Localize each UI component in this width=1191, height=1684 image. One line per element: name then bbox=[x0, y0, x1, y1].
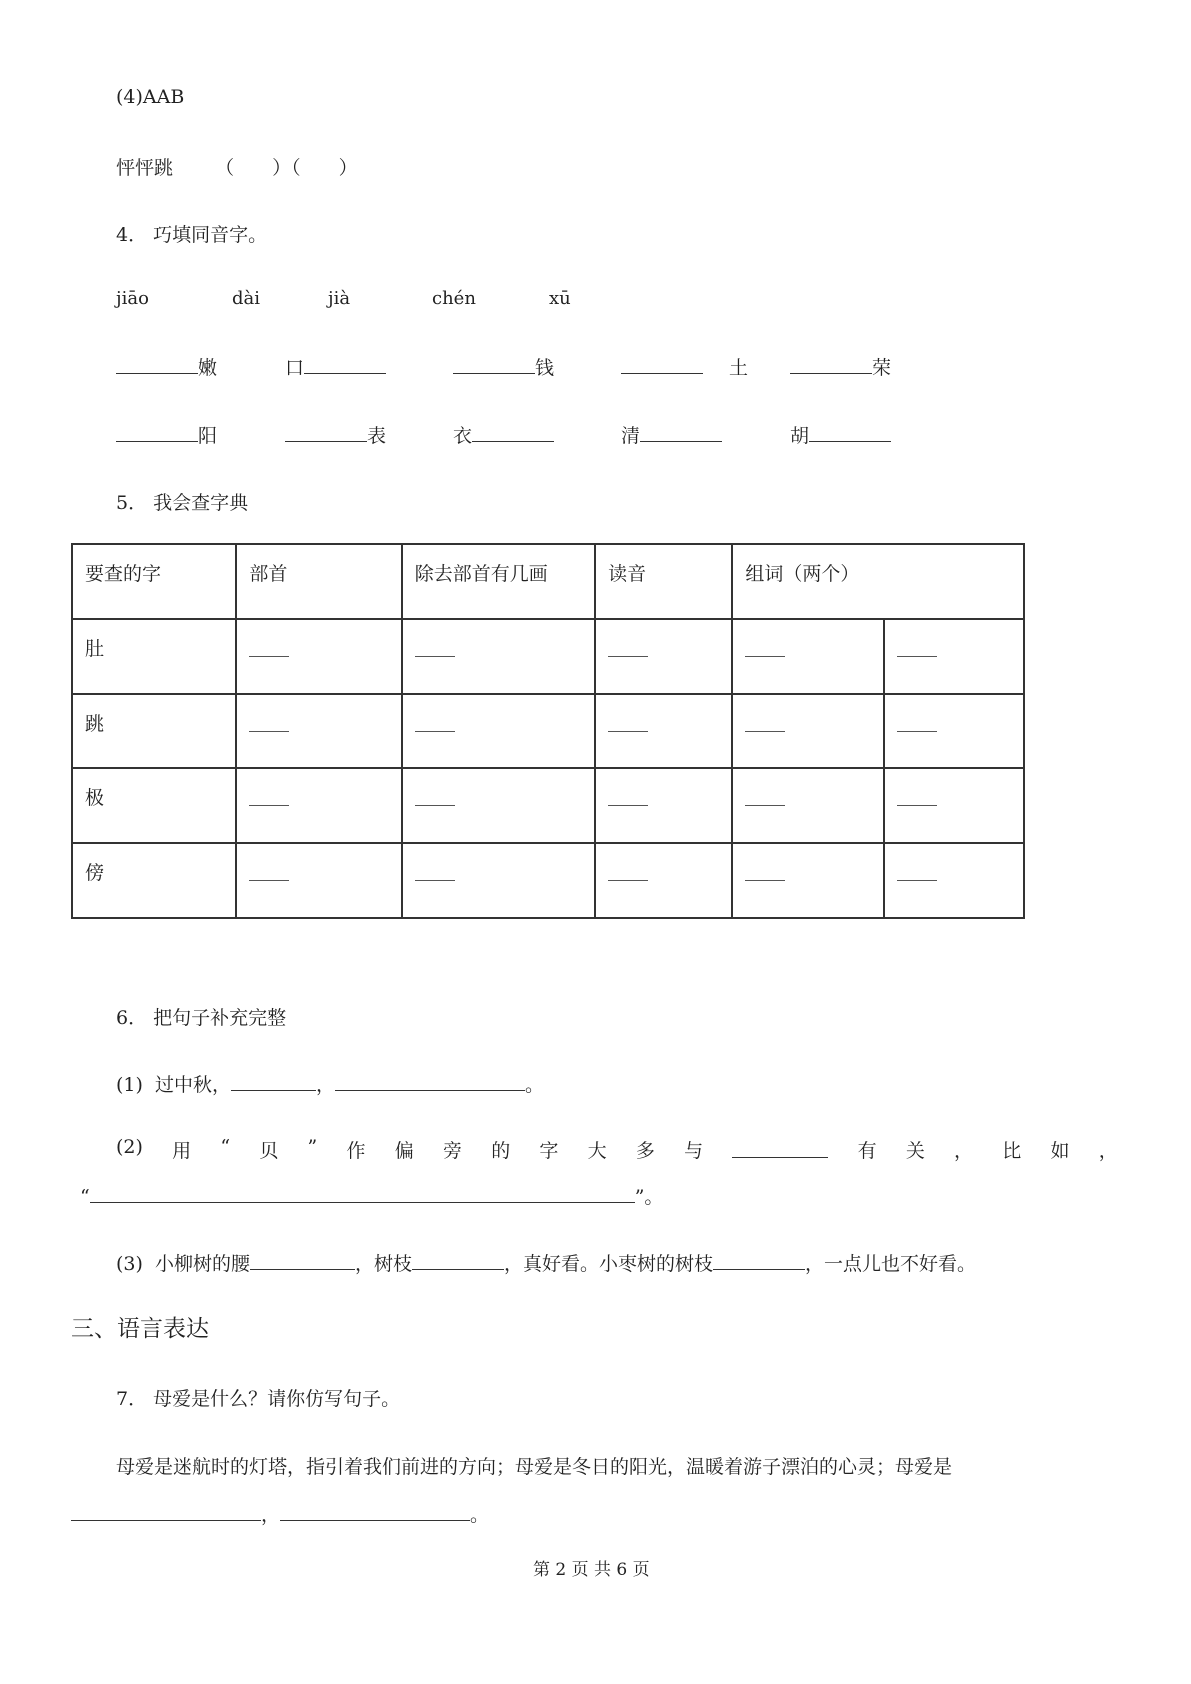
answer-blank[interactable] bbox=[621, 372, 703, 374]
q7-title: 7． 母爱是什么？请你仿写句子。 bbox=[116, 1388, 401, 1410]
q3-part4-word: 怦怦跳 bbox=[116, 157, 174, 179]
table-header: 读音 bbox=[595, 544, 732, 619]
q3-part4-row bbox=[116, 153, 358, 180]
answer-blank[interactable] bbox=[412, 1268, 504, 1270]
answer-blank[interactable] bbox=[745, 656, 785, 657]
q6-sentence-3: (3) 小柳树的腰 ，树枝 ，真好看。小枣树的树枝 ，一点儿也不好看。 bbox=[116, 1253, 977, 1275]
answer-blank[interactable] bbox=[250, 1268, 355, 1270]
answer-blank[interactable] bbox=[640, 440, 722, 442]
q6-title: 6． 把句子补充完整 bbox=[116, 1007, 287, 1029]
answer-blank[interactable] bbox=[249, 880, 289, 881]
answer-blank[interactable] bbox=[608, 805, 648, 806]
table-cell-char: 傍 bbox=[72, 843, 236, 918]
answer-blank[interactable] bbox=[90, 1201, 635, 1203]
page-footer: 第 2 页 共 6 页 bbox=[533, 1560, 650, 1580]
answer-blank[interactable] bbox=[608, 656, 648, 657]
q4-pinyin: chén bbox=[432, 288, 476, 309]
table-header: 除去部首有几画 bbox=[402, 544, 595, 619]
answer-blank[interactable] bbox=[335, 1089, 525, 1091]
table-cell-char: 肚 bbox=[72, 619, 236, 694]
q3-part4-label: (4)AAB bbox=[116, 86, 185, 108]
answer-blank[interactable] bbox=[249, 656, 289, 657]
q4-fill-item: 阳 bbox=[116, 421, 217, 448]
q4-fill-item: 表 bbox=[285, 421, 386, 448]
answer-blank[interactable] bbox=[304, 372, 386, 374]
answer-blank[interactable] bbox=[745, 880, 785, 881]
table-header: 要查的字 bbox=[72, 544, 236, 619]
answer-blank[interactable] bbox=[790, 372, 872, 374]
answer-blank[interactable] bbox=[897, 880, 937, 881]
table-header: 组词（两个） bbox=[732, 544, 1024, 619]
table-header-row bbox=[72, 544, 1024, 619]
answer-blank[interactable] bbox=[116, 372, 198, 374]
answer-blank[interactable] bbox=[745, 731, 785, 732]
answer-blank[interactable] bbox=[745, 805, 785, 806]
answer-blank[interactable] bbox=[472, 440, 554, 442]
q4-fill-item: 土 bbox=[621, 353, 748, 380]
q7-text: 母爱是迷航时的灯塔，指引着我们前进的方向；母爱是冬日的阳光，温暖着游子漂泊的心灵；母爱是 bbox=[116, 1456, 953, 1478]
q4-fill-item: 清 bbox=[621, 421, 722, 448]
q4-title: 4． 巧填同音字。 bbox=[116, 224, 268, 246]
q4-fill-item: 口 bbox=[285, 353, 386, 380]
q4-pinyin: jiāo bbox=[116, 288, 149, 309]
q6-sentence-2: (2) 用 “ 贝 ” 作 偏 旁 的 字 大 多 与 有 关 ， 比 如 ， bbox=[116, 1136, 1118, 1162]
answer-blank[interactable] bbox=[453, 372, 535, 374]
table-cell-char: 极 bbox=[72, 768, 236, 843]
q5-title: 5． 我会查字典 bbox=[116, 492, 249, 514]
answer-blank[interactable] bbox=[897, 731, 937, 732]
dictionary-table bbox=[71, 543, 1025, 919]
q3-part4-brackets: （ ）（ ） bbox=[215, 157, 358, 179]
table-row bbox=[72, 843, 1024, 918]
answer-blank[interactable] bbox=[285, 440, 367, 442]
answer-blank[interactable] bbox=[897, 656, 937, 657]
answer-blank[interactable] bbox=[809, 440, 891, 442]
section-title: 三、语言表达 bbox=[71, 1316, 209, 1342]
table-row bbox=[72, 694, 1024, 769]
answer-blank[interactable] bbox=[231, 1089, 316, 1091]
q4-fill-item: 衣 bbox=[453, 421, 554, 448]
q4-fill-item: 钱 bbox=[453, 353, 554, 380]
answer-blank[interactable] bbox=[608, 880, 648, 881]
q6-sentence-1: (1) 过中秋， ， 。 bbox=[116, 1074, 545, 1096]
q4-fill-item: 荣 bbox=[790, 353, 891, 380]
q4-fill-item: 嫩 bbox=[116, 353, 217, 380]
table-cell-char: 跳 bbox=[72, 694, 236, 769]
answer-blank[interactable] bbox=[249, 731, 289, 732]
answer-blank[interactable] bbox=[116, 440, 198, 442]
answer-blank[interactable] bbox=[280, 1519, 470, 1521]
answer-blank[interactable] bbox=[897, 805, 937, 806]
q4-fill-item: 胡 bbox=[790, 421, 891, 448]
answer-blank[interactable] bbox=[415, 656, 455, 657]
table-row bbox=[72, 619, 1024, 694]
answer-blank[interactable] bbox=[608, 731, 648, 732]
answer-blank[interactable] bbox=[415, 731, 455, 732]
q7-answer-line: ， 。 bbox=[71, 1500, 489, 1527]
answer-blank[interactable] bbox=[71, 1519, 261, 1521]
answer-blank[interactable] bbox=[415, 880, 455, 881]
q4-pinyin: dài bbox=[232, 288, 261, 309]
table-row bbox=[72, 768, 1024, 843]
q6-sentence-2-cont: “ ”。 bbox=[80, 1186, 664, 1208]
answer-blank[interactable] bbox=[732, 1156, 828, 1158]
q4-pinyin: xū bbox=[549, 288, 571, 309]
answer-blank[interactable] bbox=[713, 1268, 805, 1270]
table-header: 部首 bbox=[236, 544, 401, 619]
answer-blank[interactable] bbox=[249, 805, 289, 806]
answer-blank[interactable] bbox=[415, 805, 455, 806]
q4-pinyin: jià bbox=[328, 288, 351, 309]
